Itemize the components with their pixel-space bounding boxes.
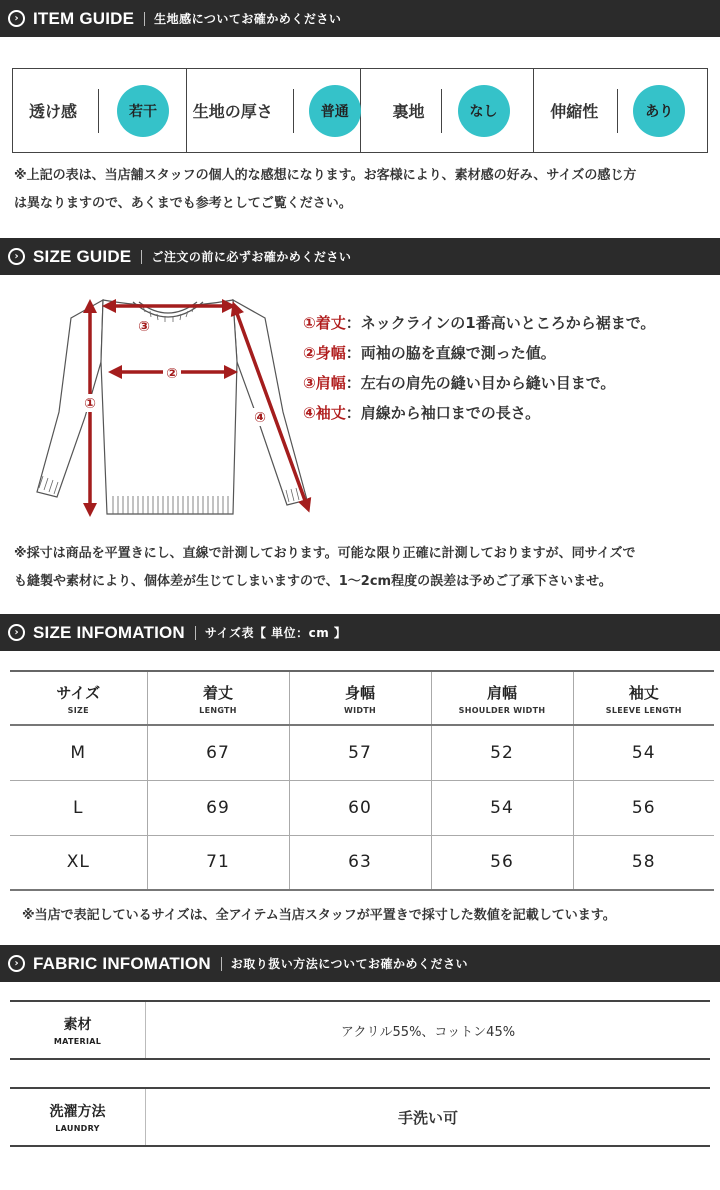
material-row [10,1000,710,1060]
guide-cell-stretch [534,69,707,152]
measurement-item: ②身幅：両袖の脇を直線で測った値。 [303,344,556,362]
material-value: アクリル55%、コットン45% [340,1024,516,1040]
cell-value: 57 [289,725,431,780]
size-table [10,670,714,891]
material-header: 素材 MATERIAL [10,1002,146,1058]
measurement-legend [303,308,655,428]
note-line: ※上記の表は、当店舗スタッフの個人的な感想になります。お客様により、素材感の好み、サイズの感じ方 [14,168,637,183]
note-line: も縫製や素材により、個体差が生じてしまいますので、1〜2cm程度の誤差は予めご了承下さいませ。 [14,574,612,589]
guide-badge: 若干 [117,85,169,137]
guide-label: 生地の厚さ [192,102,273,121]
chevron-right-icon: › [8,248,25,265]
header-sleeve: 袖丈 SLEEVE LENGTH [573,671,714,725]
chevron-right-icon: › [8,955,25,972]
measurement-item: ④袖丈：肩線から袖口までの長さ。 [303,404,541,422]
guide-label: 伸縮性 [550,102,599,121]
cell-value: 71 [147,835,289,890]
divider [221,957,222,971]
size-guide-title: SIZE GUIDE [33,246,132,266]
laundry-row [10,1087,710,1147]
divider [441,89,442,133]
size-info-header [0,614,720,651]
chevron-right-icon: › [8,10,25,27]
table-row [10,725,714,780]
item-guide-header [0,0,720,37]
size-guide-note [14,540,636,596]
note-line: ※採寸は商品を平置きにし、直線で計測しております。可能な限り正確に計測しておりますが、同サイズで [14,546,636,561]
header-shoulder: 肩幅 SHOULDER WIDTH [431,671,573,725]
item-guide-title: ITEM GUIDE [33,8,135,28]
guide-badge: 普通 [309,85,361,137]
chevron-right-icon: › [8,624,25,641]
item-guide-subtitle: 生地感についてお確かめください [154,12,342,26]
cell-value: 54 [431,780,573,835]
header-size: サイズ SIZE [10,671,147,725]
guide-label: 透け感 [29,102,78,121]
guide-cell-thickness [187,69,361,152]
header-length: 着丈 LENGTH [147,671,289,725]
guide-badge: あり [633,85,685,137]
divider [141,250,142,264]
size-info-title: SIZE INFOMATION [33,622,185,642]
marker-width: ② [166,366,178,382]
divider [98,89,99,133]
cell-value: 63 [289,835,431,890]
size-guide-subtitle: ご注文の前に必ずお確かめください [151,250,352,264]
cell-size: L [10,780,147,835]
laundry-value: 手洗い可 [397,1108,458,1127]
cell-value: 60 [289,780,431,835]
divider [293,89,294,133]
cell-size: M [10,725,147,780]
guide-badge: なし [458,85,510,137]
table-header-row [10,671,714,725]
divider [195,626,196,640]
cell-value: 67 [147,725,289,780]
marker-sleeve: ④ [254,410,266,426]
note-line: は異なりますので、あくまでも参考としてご覧ください。 [14,196,352,211]
cell-size: XL [10,835,147,890]
guide-cell-lining [361,69,535,152]
cell-value: 69 [147,780,289,835]
guide-label: 裏地 [392,102,425,121]
table-row [10,780,714,835]
guide-cell-transparency [13,69,187,152]
laundry-header: 洗濯方法 LAUNDRY [10,1089,146,1145]
marker-shoulder: ③ [138,319,150,335]
size-guide-header [0,238,720,275]
measurement-item: ③肩幅：左右の肩先の縫い目から縫い目まで。 [303,374,616,392]
cell-value: 56 [431,835,573,890]
cell-value: 56 [573,780,714,835]
fabric-info-subtitle: お取り扱い方法についてお確かめください [230,957,469,971]
header-width: 身幅 WIDTH [289,671,431,725]
item-guide-table [12,68,708,153]
cell-value: 52 [431,725,573,780]
cell-value: 58 [573,835,714,890]
size-info-note: ※当店で表記しているサイズは、全アイテム当店スタッフが平置きで採寸した数値を記載しています。 [22,908,616,923]
marker-length: ① [84,396,96,412]
table-row [10,835,714,890]
divider [144,12,145,26]
item-guide-note [14,162,636,218]
sweater-diagram [25,292,320,522]
fabric-info-title: FABRIC INFOMATION [33,953,211,973]
divider [617,89,618,133]
cell-value: 54 [573,725,714,780]
measurement-item: ①着丈：ネックラインの1番高いところから裾まで。 [303,314,656,332]
size-info-subtitle: サイズ表【 単位：cm 】 [204,626,347,640]
fabric-info-header [0,945,720,982]
